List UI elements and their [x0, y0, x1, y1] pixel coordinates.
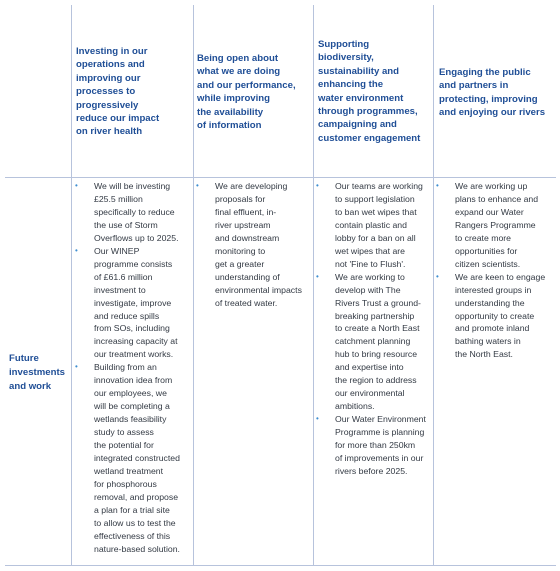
list-item	[315, 413, 433, 478]
column-header-public-engagement: Engaging the public and partners in protecting, improving and enjoying our rivers	[439, 67, 546, 119]
bullet-icon: •	[316, 271, 319, 281]
list-item	[435, 271, 557, 362]
list-item-text: We are developing proposals for final effluent, in- river upstream and downstream monitoring to get a greater understanding of environmental impacts of treated water.	[215, 181, 302, 308]
list-item-text: We will be investing £25.5 million specifically to reduce the use of Storm Overflows up to 2025.	[94, 181, 179, 243]
cell-public-engagement	[435, 180, 557, 361]
list-item-text: Our WINEP programme consists of £61.6 million investment to investigate, improve and reduce spills from SOs, including increasing capacity at our treatment works.	[94, 245, 178, 360]
column-header-transparency: Being open about what we are doing and our performance, while improving the availability of information	[197, 53, 296, 132]
list-item-text: Our teams are working to support legislation to ban wet wipes that contain plastic and lobby for a ban on all wet wipes that are not 'Fine to Flush'.	[335, 181, 423, 269]
bullet-icon: •	[316, 414, 319, 424]
column-divider	[433, 5, 434, 566]
column-header-operations: Investing in our operations and improving our processes to progressively reduce our impact on river health	[76, 46, 160, 138]
list-item-text: Our Water Environment Programme is planning for more than 250km of improvements in our rivers before 2025.	[335, 414, 426, 476]
cell-biodiversity	[315, 180, 433, 478]
bullet-icon: •	[316, 181, 319, 190]
cell-operations	[74, 180, 192, 556]
list-item	[74, 245, 192, 362]
column-divider	[71, 5, 72, 566]
bullet-icon: •	[196, 181, 199, 190]
list-item-text: Building from an innovation idea from our employees, we will be completing a wetlands feasibility study to assess the potential for integrated constructed wetland treatment for phosphorous removal, and propose a plan for a trial site to allow us to test the effectiveness of this nature-based solution.	[94, 362, 180, 554]
list-item-text: We are keen to engage interested groups in understanding the opportunity to create and promote inland bathing waters in the North East.	[455, 271, 546, 360]
list-item	[74, 361, 192, 555]
column-divider	[193, 5, 194, 566]
bullet-icon: •	[75, 245, 78, 255]
list-item	[315, 180, 433, 271]
column-header-biodiversity: Supporting biodiversity, sustainability and enhancing the water environment through programmes, campaigning and customer engagement	[318, 39, 421, 144]
list-item	[195, 180, 313, 310]
list-item	[435, 180, 557, 271]
bullet-icon: •	[75, 362, 78, 372]
list-item	[74, 180, 192, 245]
bullet-icon: •	[436, 271, 439, 281]
column-divider	[313, 5, 314, 566]
list-item-text: We are working up plans to enhance and expand our Water Rangers Programme to create more opportunities for citizen scientists.	[455, 181, 539, 269]
header-divider	[5, 177, 556, 178]
list-item	[315, 271, 433, 413]
row-label-future-investments: Future investments and work	[9, 353, 65, 392]
bullet-icon: •	[75, 181, 78, 190]
bullet-icon: •	[436, 181, 439, 190]
table-bottom-rule	[5, 565, 556, 566]
list-item-text: We are working to develop with The Rivers Trust a ground- breaking partnership to create a North East catchment planning hub to bring resource and expertise into the region to address our environmental ambitions.	[335, 271, 421, 412]
cell-transparency	[195, 180, 313, 310]
